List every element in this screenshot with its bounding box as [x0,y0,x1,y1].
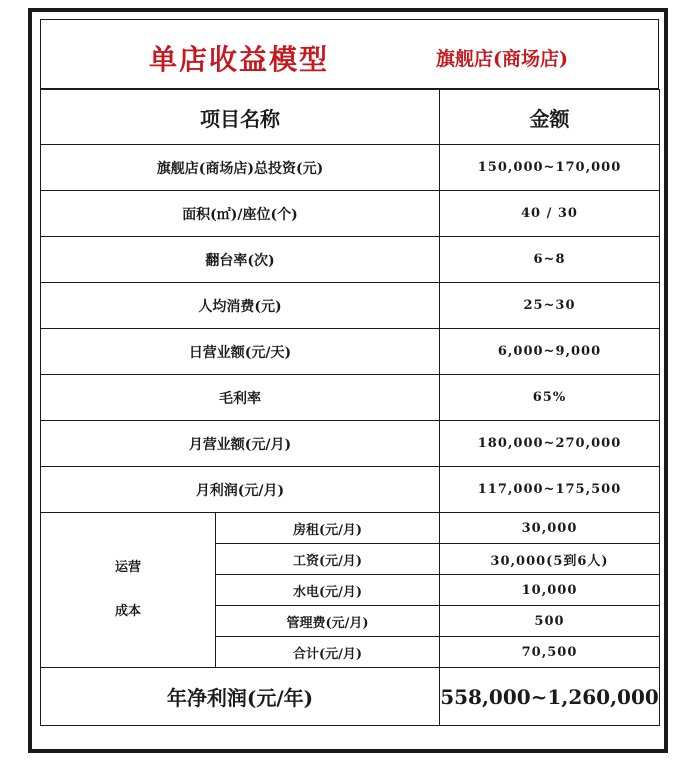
table-row [41,145,660,191]
title-bar [40,19,659,89]
cost-label: 工资(元/月) [216,544,440,575]
category-line-1: 运营 [114,560,141,575]
row-value: 6~8 [440,237,660,283]
row-label: 日营业额(元/天) [41,329,440,375]
store-type-label: 旗舰店(商场店) [436,48,568,70]
cost-label: 房租(元/月) [216,513,440,544]
cost-value: 70,500 [440,637,660,668]
row-value: 25~30 [440,283,660,329]
row-value: 6,000~9,000 [440,329,660,375]
amount-header: 金额 [440,90,660,145]
cost-label: 合计(元/月) [216,637,440,668]
table-row [41,329,660,375]
row-value: 40 / 30 [440,191,660,237]
cost-value: 500 [440,606,660,637]
annual-profit-row [41,668,660,726]
annual-profit-label: 年净利润(元/年) [41,668,440,726]
cost-label: 水电(元/月) [216,575,440,606]
cost-value: 30,000 [440,513,660,544]
row-label: 翻台率(次) [41,237,440,283]
category-line-2: 成本 [114,604,141,619]
cost-value: 30,000(5到6人) [440,544,660,575]
table-row [41,191,660,237]
cost-value: 10,000 [440,575,660,606]
row-value: 150,000~170,000 [440,145,660,191]
table-row [41,467,660,513]
row-value: 65% [440,375,660,421]
row-label: 月营业额(元/月) [41,421,440,467]
row-label: 面积(㎡)/座位(个) [41,191,440,237]
row-label: 月利润(元/月) [41,467,440,513]
cost-label: 管理费(元/月) [216,606,440,637]
header-row [41,90,660,145]
row-value: 180,000~270,000 [440,421,660,467]
row-value: 117,000~175,500 [440,467,660,513]
item-name-header: 项目名称 [41,90,440,145]
annual-profit-value: 558,000~1,260,000 [440,668,660,726]
profit-model-sheet [40,19,661,744]
cost-row [41,513,660,544]
table-row [41,421,660,467]
page-title: 单店收益模型 [149,43,330,76]
row-label: 旗舰店(商场店)总投资(元) [41,145,440,191]
table-row [41,237,660,283]
profit-table [40,89,660,726]
table-row [41,283,660,329]
row-label: 人均消费(元) [41,283,440,329]
table-row [41,375,660,421]
row-label: 毛利率 [41,375,440,421]
operating-cost-category [41,513,216,668]
